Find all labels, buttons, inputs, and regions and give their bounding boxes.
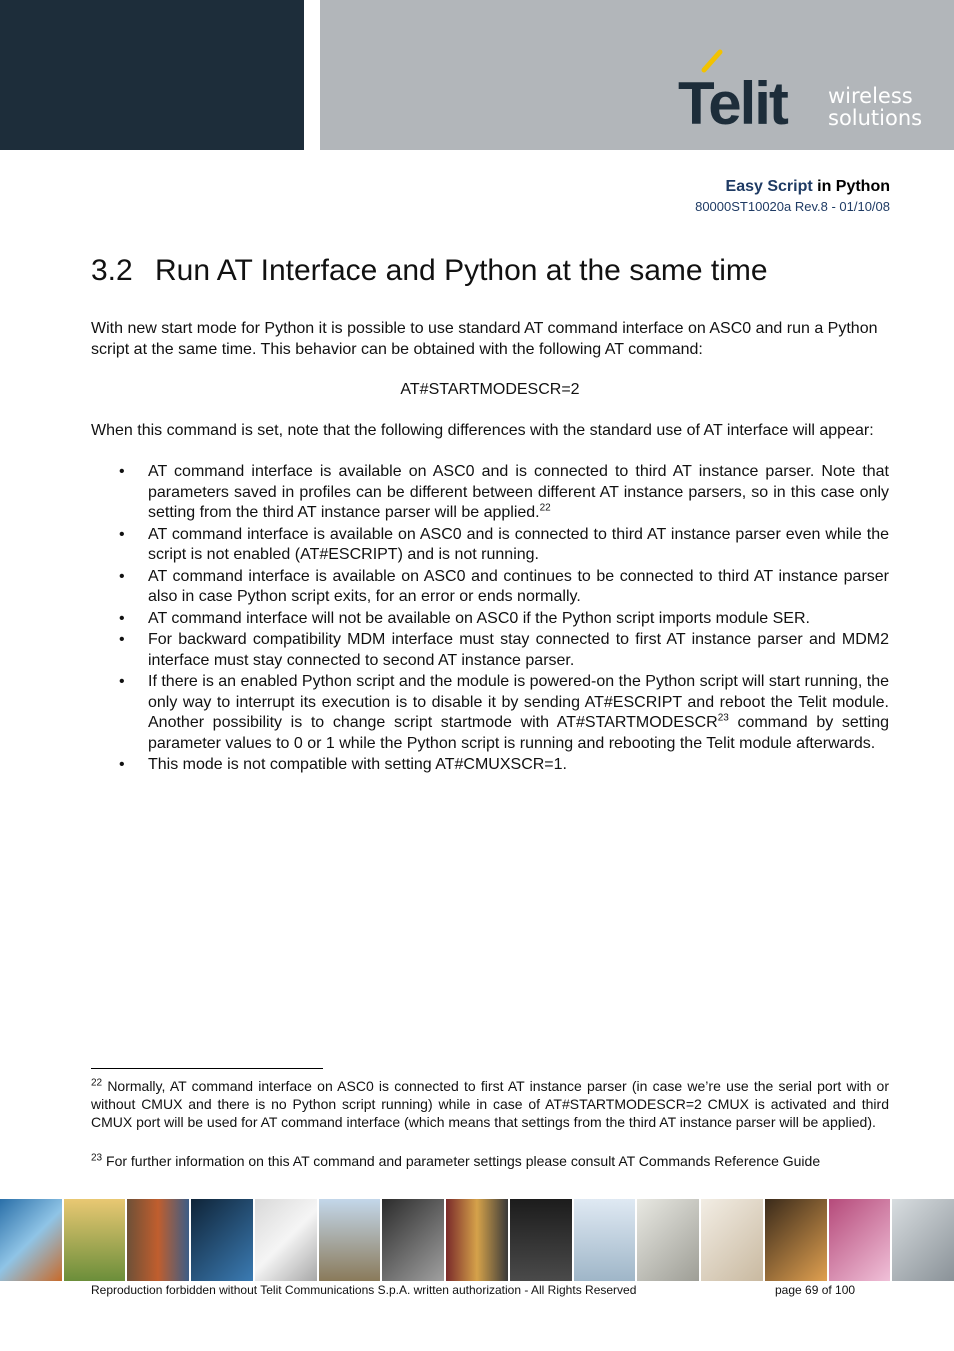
footnote-22: $^{22}$ Normally, AT command interface on ASC0 is connected to first AT instance parser (in case we’re use the serial port with or without CMUX and there is no Python script running) while in case of AT#STARTMODESCR=2 CMUX is activated and third CMUX port will be used for AT command interface (which means that settings from the third AT instance parser will be applied). <box>91 1077 889 1130</box>
footnote-ref: 22 <box>539 502 551 514</box>
command-line: AT#STARTMODESCR=2 <box>400 381 580 398</box>
page-number: page 69 of 100 <box>775 1283 856 1297</box>
list-item: • AT command interface is available on ASC0 and continues to be connected to third AT instance parser also in case Python script exits, for an error or ends normally. <box>91 567 889 608</box>
footnote-ref: 23 <box>717 712 729 724</box>
photo-tile <box>319 1199 381 1281</box>
photo-tile <box>446 1199 508 1281</box>
photo-tile <box>191 1199 253 1281</box>
document-reference: 80000ST10020a Rev.8 - 01/10/08 <box>695 199 890 214</box>
svg-text:Telit: Telit <box>678 70 787 132</box>
photo-tile <box>574 1199 636 1281</box>
section-number: 3.2 <box>91 254 133 287</box>
footer-notice: Reproduction forbidden without Telit Communications S.p.A. written authorization - All Rights Reserved <box>91 1283 637 1297</box>
footer-photo-strip <box>0 1199 954 1281</box>
differences-list <box>91 462 889 777</box>
intro-paragraph: With new start mode for Python it is possible to use standard AT command interface on ASC0 and run a Python script at the same time. This behavior can be obtained with the following AT command: <box>91 320 878 358</box>
photo-tile <box>892 1199 954 1281</box>
document-title-accent: Easy Script <box>725 178 813 195</box>
photo-tile <box>701 1199 763 1281</box>
list-item: • If there is an enabled Python script and the module is powered-on the Python script will start running, the only way to interrupt its execution is to disable it by sending AT#ESCRIPT and reboot the Telit module. Another possibility is to change script startmode with AT#STARTMODESCR$^{23}$ command by setting parameter values to 0 or 1 while the Python script is running and rebooting the Telit module afterwards. <box>91 672 889 754</box>
telit-logo <box>676 48 936 132</box>
photo-tile <box>637 1199 699 1281</box>
svg-text:wireless: wireless <box>828 84 913 108</box>
svg-text:solutions: solutions <box>828 106 923 130</box>
footnote-separator <box>91 1068 323 1069</box>
list-item: • AT command interface will not be available on ASC0 if the Python script imports module SER. <box>91 609 889 630</box>
list-item: • For backward compatibility MDM interface must stay connected to first AT instance parser and MDM2 interface must stay connected to second AT instance parser. <box>91 630 889 671</box>
document-title-rest: in Python <box>812 178 890 195</box>
section-heading <box>91 254 768 288</box>
section-title: Run AT Interface and Python at the same time <box>155 254 768 287</box>
document-title <box>726 178 890 196</box>
list-item: • This mode is not compatible with setting AT#CMUXSCR=1. <box>91 755 889 776</box>
photo-tile <box>765 1199 827 1281</box>
photo-tile <box>127 1199 189 1281</box>
lead-paragraph: When this command is set, note that the following differences with the standard use of AT interface will appear: <box>91 422 874 439</box>
header-band-dark <box>0 0 304 150</box>
list-item: • AT command interface is available on ASC0 and is connected to third AT instance parser even while the script is not enabled (AT#ESCRIPT) and is not running. <box>91 525 889 566</box>
list-item: • AT command interface is available on ASC0 and is connected to third AT instance parser. Note that parameters saved in profiles can be different between different AT instance parsers, so in this case only setting from the third AT instance parser will be applied.$^{22}$ <box>91 462 889 524</box>
photo-tile <box>382 1199 444 1281</box>
photo-tile <box>510 1199 572 1281</box>
photo-tile <box>255 1199 317 1281</box>
photo-tile <box>0 1199 62 1281</box>
photo-tile <box>64 1199 126 1281</box>
footnote-23: $^{23}$ For further information on this AT command and parameter settings please consult AT Commands Reference Guide <box>91 1152 821 1169</box>
photo-tile <box>829 1199 891 1281</box>
